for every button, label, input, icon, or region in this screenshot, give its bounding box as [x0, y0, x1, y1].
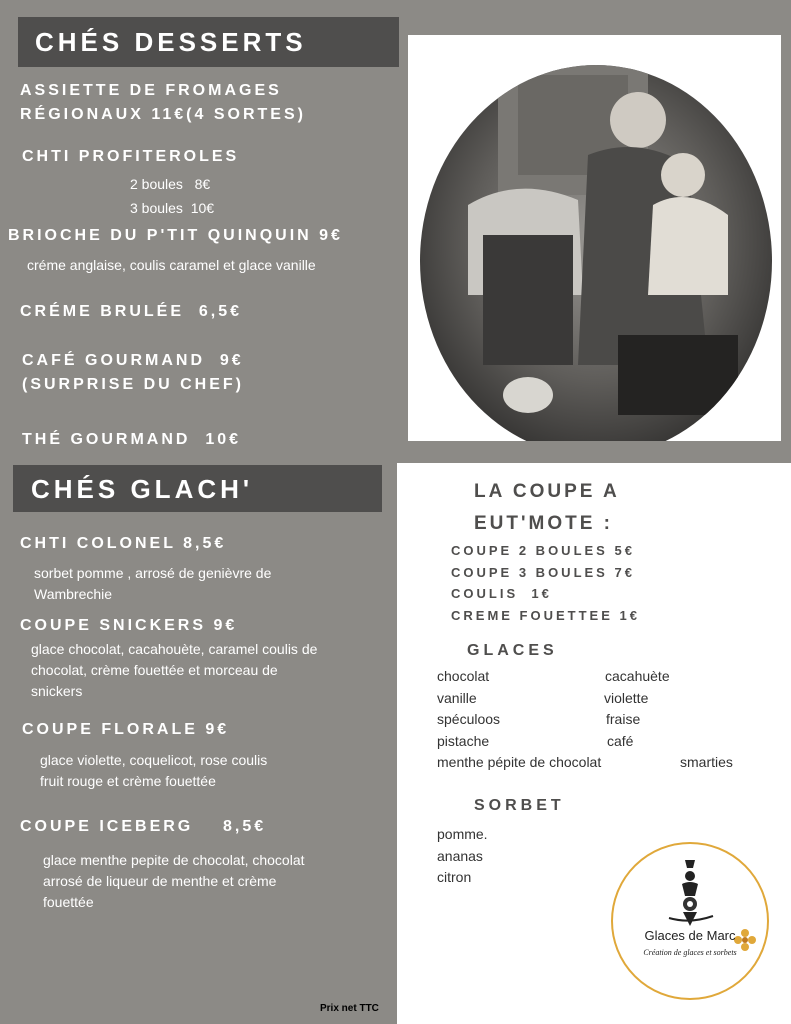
- flavor-item: smarties: [680, 754, 733, 770]
- dessert-profiteroles-opt2: 3 boules 10€: [130, 200, 215, 216]
- flavor-item: cacahuète: [605, 668, 670, 684]
- logo: [609, 840, 771, 1002]
- coupe-line: CREME FOUETTEE 1€: [451, 607, 640, 623]
- glach-colonel-desc1: sorbet pomme , arrosé de genièvre de: [34, 565, 272, 581]
- glach-item-snickers: COUPE SNICKERS 9€: [20, 617, 238, 634]
- dessert-profiteroles-opt1: 2 boules 8€: [130, 176, 211, 192]
- logo-name: Glaces de Marc: [644, 928, 736, 943]
- glach-florale-desc1: glace violette, coquelicot, rose coulis: [40, 752, 268, 768]
- glach-item-iceberg: COUPE ICEBERG 8,5€: [20, 818, 267, 835]
- vintage-photo: [408, 35, 781, 441]
- desserts-title: CHÉS DESSERTS: [35, 27, 307, 57]
- sorbet-item: ananas: [437, 847, 483, 864]
- flavor-item: menthe pépite de chocolat: [437, 754, 602, 770]
- sorbet-list: [437, 824, 488, 889]
- flavor-item: fraise: [606, 711, 641, 727]
- glach-snickers-desc3: snickers: [31, 683, 83, 699]
- coupe-line: COUPE 2 BOULES 5€: [451, 543, 635, 558]
- glach-snickers-desc1: glace chocolat, cacahouète, caramel coulis de: [31, 641, 318, 657]
- flavor-item: pistache: [437, 732, 490, 749]
- flavor-item: vanille: [437, 689, 477, 706]
- glach-iceberg-desc1: glace menthe pepite de chocolat, chocolat: [43, 852, 305, 868]
- flavor-item: violette: [604, 690, 649, 706]
- coupe-list: [451, 540, 640, 626]
- dessert-item-cafe-line2: (SURPRISE DU CHEF): [22, 376, 245, 393]
- glach-iceberg-desc2: arrosé de liqueur de menthe et crème: [43, 873, 277, 889]
- price-note: Prix net TTC: [320, 1003, 379, 1014]
- dessert-item-cafe-line1: CAFÉ GOURMAND 9€: [22, 352, 244, 369]
- coupe-line: COULIS 1€: [451, 586, 552, 601]
- glach-florale-desc2: fruit rouge et crème fouettée: [40, 773, 216, 789]
- glaces-title: GLACES: [467, 642, 558, 659]
- flavor-item: spéculoos: [437, 711, 501, 727]
- logo-emblem: [609, 840, 771, 1002]
- dessert-item-fromages-line1: ASSIETTE DE FROMAGES: [20, 82, 282, 99]
- glach-item-florale: COUPE FLORALE 9€: [22, 721, 230, 738]
- sorbet-item: citron: [437, 869, 472, 885]
- glach-iceberg-desc3: fouettée: [43, 894, 94, 910]
- dessert-item-profiteroles: CHTI PROFITEROLES: [22, 148, 240, 165]
- dessert-item-brioche: BRIOCHE DU P'TIT QUINQUIN 9€: [8, 227, 343, 244]
- coupe-title-line1: LA COUPE A: [474, 481, 620, 502]
- vintage-photo-image: [408, 35, 781, 441]
- coupe-line: COUPE 3 BOULES 7€: [451, 564, 635, 580]
- dessert-item-creme-brulee: CRÉME BRULÉE 6,5€: [20, 303, 243, 320]
- glaces-left-list: [437, 666, 601, 774]
- glach-item-colonel: CHTI COLONEL 8,5€: [20, 535, 227, 552]
- logo-tagline: Création de glaces et sorbets: [643, 948, 737, 957]
- glach-colonel-desc2: Wambrechie: [34, 586, 113, 602]
- flavor-item: café: [607, 733, 634, 749]
- flavor-item: chocolat: [437, 668, 490, 684]
- dessert-item-the: THÉ GOURMAND 10€: [22, 431, 242, 448]
- dessert-brioche-desc: créme anglaise, coulis caramel et glace vanille: [27, 257, 316, 273]
- coupe-title-line2: EUT'MOTE :: [474, 513, 614, 534]
- glach-title: CHÉS GLACH': [31, 474, 254, 504]
- sorbet-item: pomme.: [437, 826, 488, 842]
- dessert-item-fromages-line2: RÉGIONAUX 11€(4 SORTES): [20, 106, 306, 123]
- sorbet-title: SORBET: [474, 797, 565, 814]
- glach-snickers-desc2: chocolat, crème fouettée et morceau de: [31, 662, 278, 678]
